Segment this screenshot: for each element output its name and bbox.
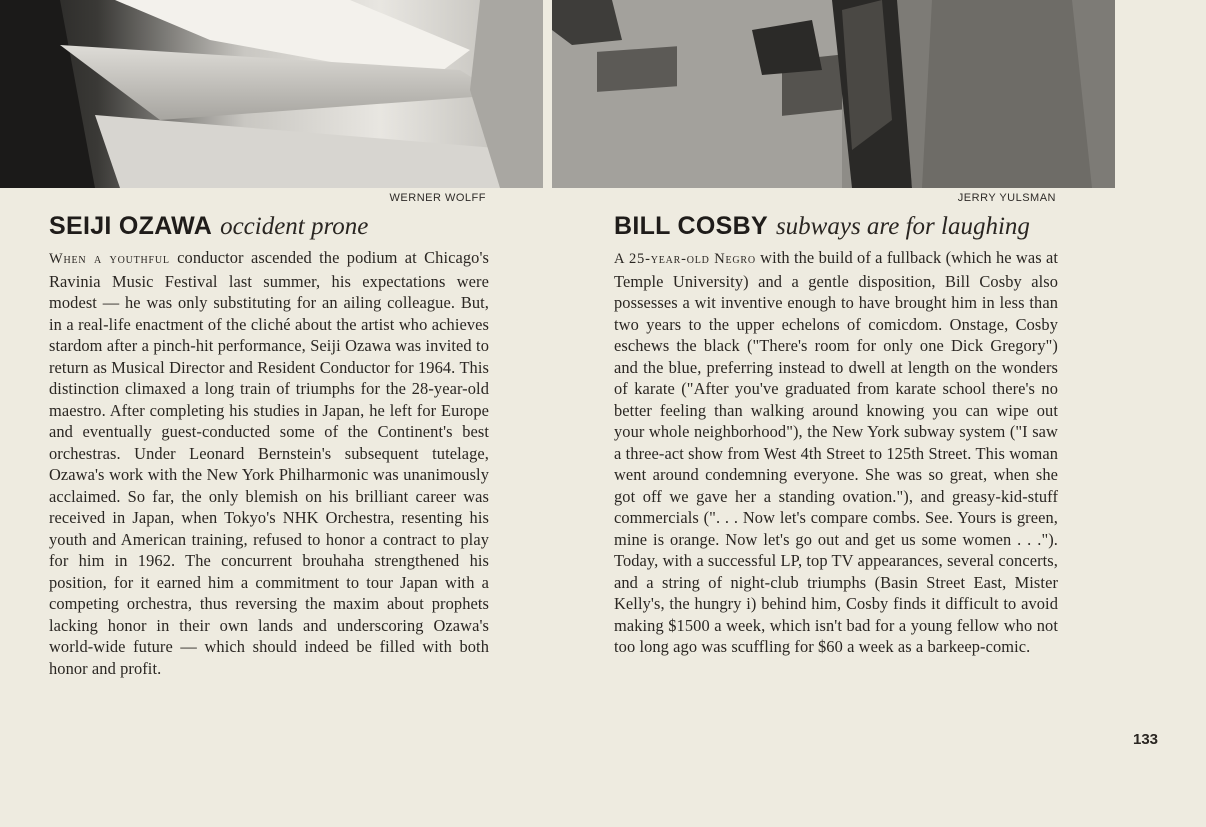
photo-credit-left: WERNER WOLFF xyxy=(389,192,486,204)
ozawa-body-text: conductor ascended the podium at Chicago's Ravinia Music Festival last summer, his expectations were modest — he was only substituting for an ailing colleague. But, in a real-life enactment of the cliché about the artist who achieves stardom after a pinch-hit performance, Seiji Ozawa was invited to return as Musical Director and Resident Conductor for 1964. This distinction climaxed a long train of triumphs for the 28-year-old maestro. After completing his studies in Japan, he left for Europe and eventually guest-conducted some of the Continent's best orchestras. Under Leonard Bernstein's subsequent tutelage, Ozawa's work with the New York Philharmonic was unanimously acclaimed. So far, the only blemish on his brilliant career was received in Japan, when Tokyo's NHK Orchestra, resenting his youth and American training, refused to honor a contract to play for him in 1962. The concurrent brouhaha strengthened his position, for it earned him a commitment to tour Japan with a competing orchestra, thus reversing the maxim about prophets lacking honor in their own lands and underscoring Ozawa's world-wide future — which should indeed be filled with both honor and profit. xyxy=(49,248,489,678)
cosby-body xyxy=(614,247,1058,658)
cosby-headline xyxy=(614,208,1058,244)
conductor-photo-image xyxy=(0,0,543,188)
ozawa-headline xyxy=(49,208,489,244)
ozawa-lead: When a youthful xyxy=(49,251,170,267)
subway-photo-image xyxy=(552,0,1115,188)
cosby-body-text: with the build of a fullback (which he was at Temple University) and a gentle disposition, Bill Cosby also possesses a wit inventive enough to have brought him in less than two years to the upper echelons of comicdom. Onstage, Cosby eschews the black ("There's room for only one Dick Gregory") and the blue, preferring instead to dwell at length on the wonders of karate ("After you've graduated from karate school there's no better feeling than walking around knowing you can wipe out your whole neighborhood"), the New York subway system ("I saw a three-act show from West 4th Street to 125th Street. This woman went around condemning everyone. She was so great, when she got off we gave her a standing ovation."), and greasy-kid-stuff commercials (". . . Now let's compare combs. See. Yours is green, mine is orange. Now let's go out and get us some women . . ."). Today, with a successful LP, top TV appearances, several concerts, and a string of night-club triumphs (Basin Street East, Mister Kelly's, the hungry i) behind him, Cosby finds it difficult to avoid making $1500 a week, which isn't bad for a young fellow who not too long ago was scuffling for $60 a week as a barkeep-comic. xyxy=(614,248,1059,656)
page-number: 133 xyxy=(1133,731,1159,748)
ozawa-name: SEIJI OZAWA xyxy=(49,212,213,240)
ozawa-photo xyxy=(0,0,543,188)
ozawa-article xyxy=(49,208,489,679)
cosby-photo xyxy=(552,0,1115,188)
ozawa-subtitle: occident prone xyxy=(220,213,369,240)
cosby-name: BILL COSBY xyxy=(614,212,768,240)
cosby-subtitle: subways are for laughing xyxy=(775,213,1030,240)
photo-credit-right: JERRY YULSMAN xyxy=(957,192,1056,204)
ozawa-body xyxy=(49,247,489,679)
cosby-article xyxy=(614,208,1058,658)
cosby-lead: A 25-year-old Negro xyxy=(614,251,756,267)
